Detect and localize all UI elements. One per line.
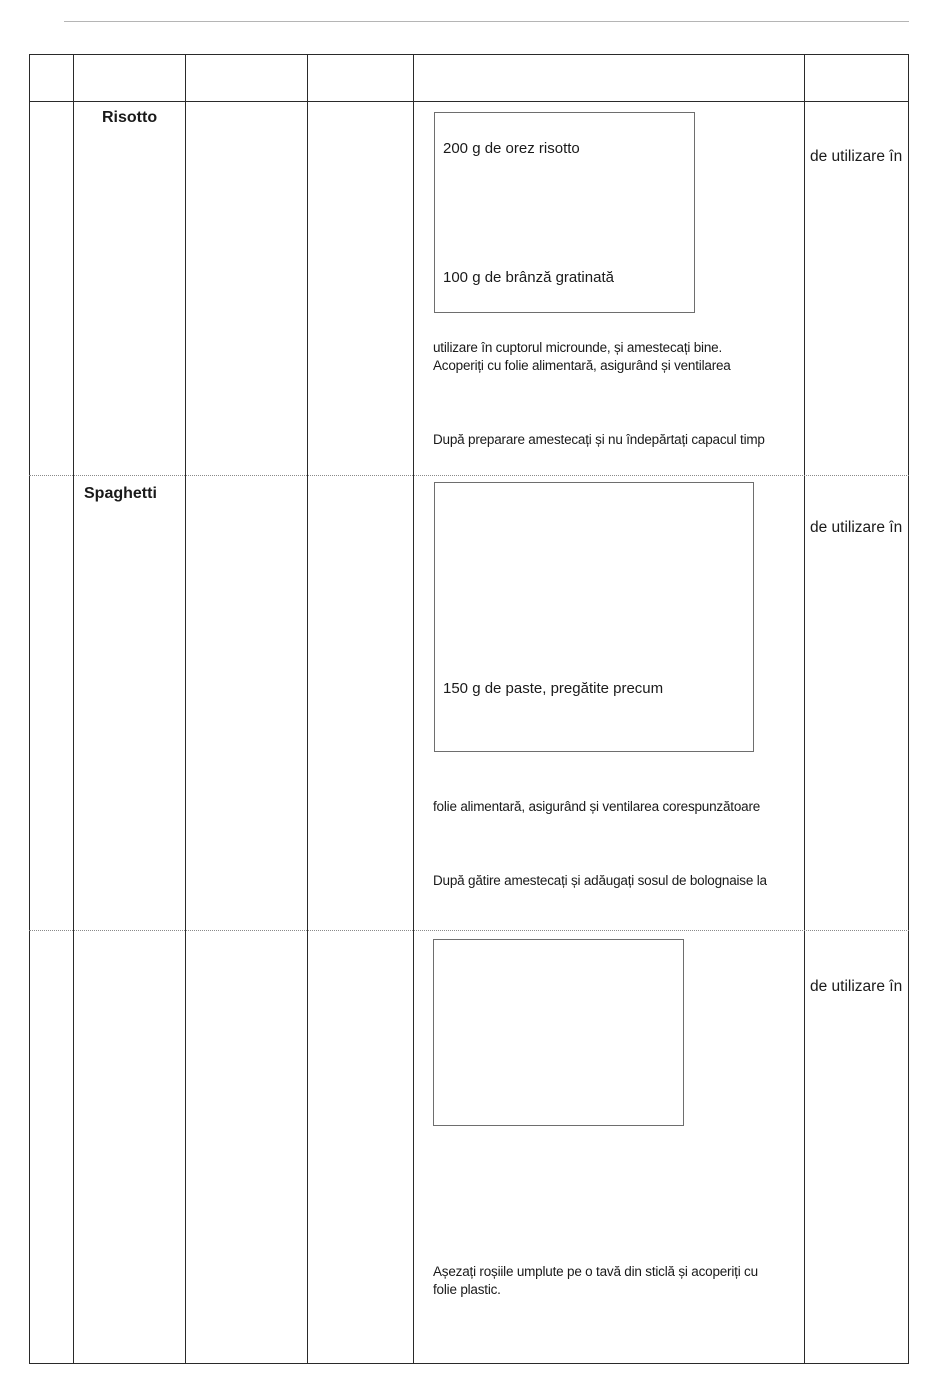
row-divider: [29, 475, 909, 476]
header-row-divider: [29, 101, 909, 102]
side-note: de utilizare în: [810, 148, 903, 165]
ingredients-box: [433, 939, 684, 1126]
header-rule: [64, 21, 909, 22]
instruction-line: Acoperiți cu folie alimentară, asigurând și ventilarea: [433, 358, 731, 373]
ingredient-line: 150 g de paste, pregătite precum: [443, 680, 664, 697]
instruction-line: utilizare în cuptorul microunde, și amestecați bine.: [433, 340, 722, 355]
ingredient-line: 200 g de orez risotto: [443, 140, 580, 157]
column-divider: [307, 54, 308, 1364]
column-divider: [73, 54, 74, 1364]
column-divider: [185, 54, 186, 1364]
column-divider: [804, 54, 805, 1364]
instruction-line: folie alimentară, asigurând și ventilarea corespunzătoare: [433, 799, 761, 814]
row-divider: [29, 930, 909, 931]
ingredient-line: 100 g de brânză gratinată: [443, 269, 614, 286]
instruction-line: Așezați roșiile umplute pe o tavă din sticlă și acoperiți cu: [433, 1264, 758, 1279]
dish-name: Risotto: [102, 109, 158, 126]
dish-name: Spaghetti: [84, 485, 157, 502]
ingredients-box: [434, 482, 754, 752]
instruction-line: După gătire amestecați și adăugați sosul de bolognaise la: [433, 873, 767, 888]
instruction-line: folie plastic.: [433, 1282, 501, 1297]
column-divider: [413, 54, 414, 1364]
instruction-line: După preparare amestecați și nu îndepărtați capacul timp: [433, 432, 765, 447]
side-note: de utilizare în: [810, 519, 903, 536]
side-note: de utilizare în: [810, 978, 903, 995]
